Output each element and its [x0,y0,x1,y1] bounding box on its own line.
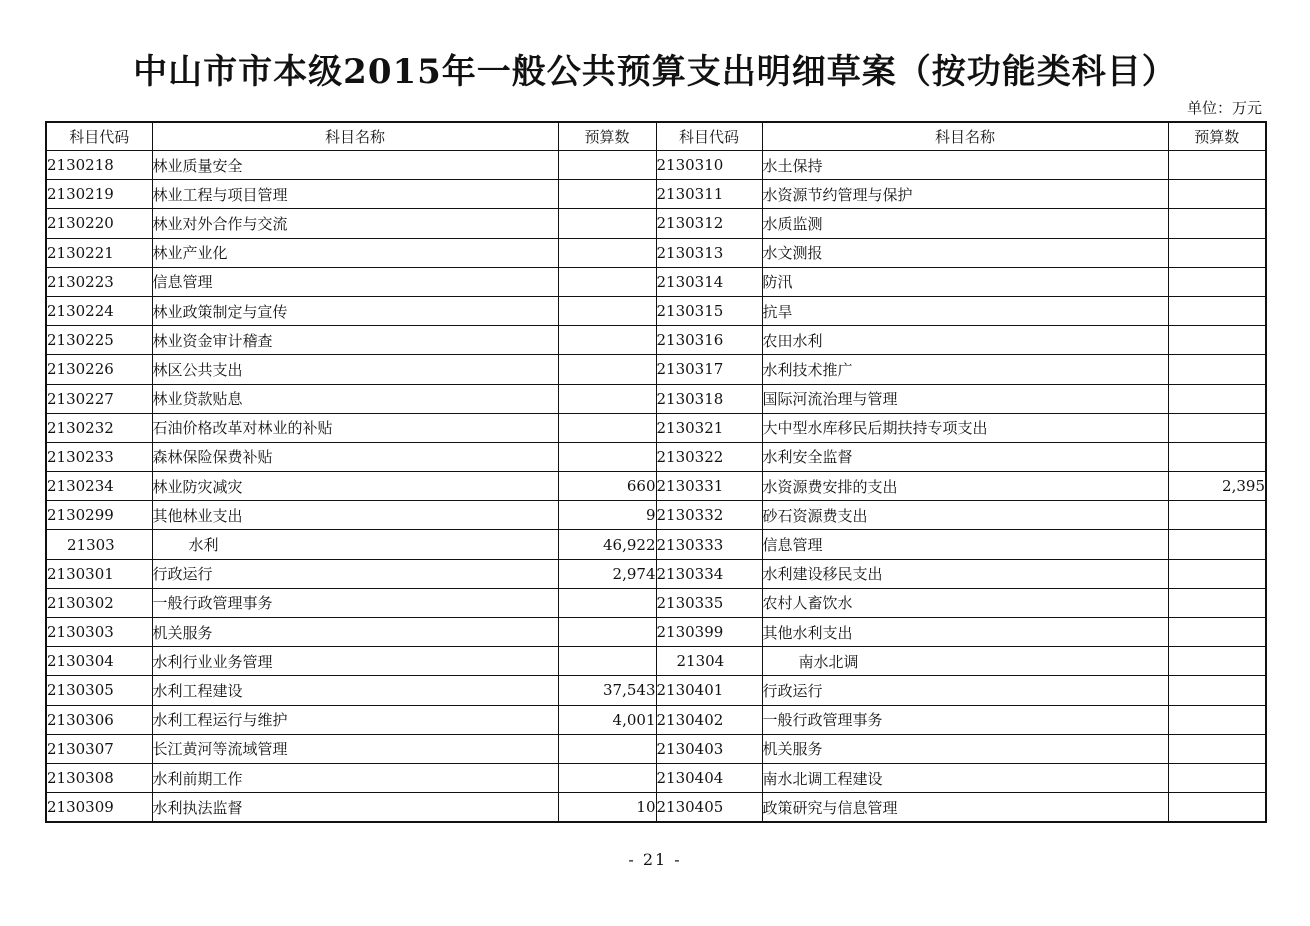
header-amount-left: 预算数 [558,122,656,151]
right-amount-cell [1168,793,1266,823]
right-code-cell: 2130333 [656,530,762,559]
right-amount-cell [1168,209,1266,238]
left-amount-cell [558,442,656,471]
left-amount-cell [558,151,656,180]
left-code-cell: 2130305 [46,676,152,705]
left-amount-cell: 2,974 [558,559,656,588]
table-row [46,501,1266,530]
right-amount-cell [1168,267,1266,296]
right-name-cell: 大中型水库移民后期扶持专项支出 [762,413,1168,442]
table-row [46,180,1266,209]
left-amount-cell [558,180,656,209]
right-name-cell: 水质监测 [762,209,1168,238]
right-code-cell: 2130335 [656,588,762,617]
left-amount-cell: 660 [558,472,656,501]
table-row [46,763,1266,792]
right-name-cell: 国际河流治理与管理 [762,384,1168,413]
left-name-cell: 水利执法监督 [152,793,558,823]
right-name-cell: 水利建设移民支出 [762,559,1168,588]
right-name-cell: 抗旱 [762,296,1168,325]
header-code-right: 科目代码 [656,122,762,151]
right-amount-cell [1168,647,1266,676]
left-name-cell: 林业资金审计稽查 [152,326,558,355]
left-name-cell: 石油价格改革对林业的补贴 [152,413,558,442]
left-code-cell: 2130308 [46,763,152,792]
right-code-cell: 2130332 [656,501,762,530]
right-code-cell: 2130334 [656,559,762,588]
left-name-cell: 其他林业支出 [152,501,558,530]
left-name-cell: 林业对外合作与交流 [152,209,558,238]
left-amount-cell [558,355,656,384]
table-row [46,618,1266,647]
table-row [46,734,1266,763]
right-code-cell: 21304 [656,647,762,676]
right-amount-cell [1168,355,1266,384]
left-code-cell: 2130224 [46,296,152,325]
left-name-cell: 信息管理 [152,267,558,296]
left-code-cell: 21303 [46,530,152,559]
left-name-cell: 林区公共支出 [152,355,558,384]
table-header-row [46,122,1266,151]
left-code-cell: 2130226 [46,355,152,384]
left-amount-cell: 9 [558,501,656,530]
right-name-cell: 砂石资源费支出 [762,501,1168,530]
right-amount-cell [1168,588,1266,617]
left-amount-cell [558,413,656,442]
left-amount-cell [558,296,656,325]
table-row [46,676,1266,705]
table-row [46,588,1266,617]
table-row [46,267,1266,296]
left-name-cell: 林业贷款贴息 [152,384,558,413]
left-code-cell: 2130227 [46,384,152,413]
left-name-cell: 林业防灾减灾 [152,472,558,501]
right-amount-cell [1168,296,1266,325]
right-amount-cell [1168,734,1266,763]
left-amount-cell: 46,922 [558,530,656,559]
left-amount-cell [558,734,656,763]
table-row [46,151,1266,180]
right-amount-cell [1168,180,1266,209]
table-row [46,296,1266,325]
right-code-cell: 2130312 [656,209,762,238]
right-name-cell: 防汛 [762,267,1168,296]
left-code-cell: 2130307 [46,734,152,763]
right-amount-cell [1168,442,1266,471]
table-row [46,793,1266,823]
right-name-cell: 其他水利支出 [762,618,1168,647]
left-code-cell: 2130303 [46,618,152,647]
page-title: 中山市市本级2015年一般公共预算支出明细草案（按功能类科目） [133,52,1177,92]
left-amount-cell [558,588,656,617]
left-amount-cell [558,647,656,676]
right-amount-cell [1168,326,1266,355]
table-row [46,442,1266,471]
right-code-cell: 2130318 [656,384,762,413]
left-code-cell: 2130306 [46,705,152,734]
table-row [46,472,1266,501]
left-code-cell: 2130220 [46,209,152,238]
right-name-cell: 信息管理 [762,530,1168,559]
left-amount-cell [558,326,656,355]
right-amount-cell [1168,238,1266,267]
left-code-cell: 2130309 [46,793,152,823]
left-amount-cell [558,267,656,296]
header-name-left: 科目名称 [152,122,558,151]
left-name-cell: 森林保险保费补贴 [152,442,558,471]
left-code-cell: 2130232 [46,413,152,442]
left-code-cell: 2130218 [46,151,152,180]
right-amount-cell [1168,151,1266,180]
right-amount-cell [1168,763,1266,792]
left-name-cell: 机关服务 [152,618,558,647]
left-name-cell: 林业工程与项目管理 [152,180,558,209]
right-amount-cell [1168,384,1266,413]
left-amount-cell [558,618,656,647]
right-name-cell: 水资源节约管理与保护 [762,180,1168,209]
table-body [46,151,1266,823]
header-amount-right: 预算数 [1168,122,1266,151]
budget-table [45,121,1267,823]
right-name-cell: 水利安全监督 [762,442,1168,471]
right-code-cell: 2130317 [656,355,762,384]
right-name-cell: 农村人畜饮水 [762,588,1168,617]
right-code-cell: 2130402 [656,705,762,734]
table-row [46,326,1266,355]
right-code-cell: 2130399 [656,618,762,647]
right-code-cell: 2130331 [656,472,762,501]
right-name-cell: 水资源费安排的支出 [762,472,1168,501]
header-name-right: 科目名称 [762,122,1168,151]
left-name-cell: 水利工程运行与维护 [152,705,558,734]
right-code-cell: 2130405 [656,793,762,823]
right-code-cell: 2130401 [656,676,762,705]
table-row [46,530,1266,559]
right-name-cell: 水文测报 [762,238,1168,267]
left-code-cell: 2130304 [46,647,152,676]
table-row [46,413,1266,442]
right-amount-cell [1168,705,1266,734]
right-name-cell: 南水北调 [762,647,1168,676]
left-amount-cell [558,384,656,413]
right-code-cell: 2130313 [656,238,762,267]
left-name-cell: 水利前期工作 [152,763,558,792]
right-code-cell: 2130322 [656,442,762,471]
right-amount-cell [1168,413,1266,442]
right-code-cell: 2130314 [656,267,762,296]
table-row [46,384,1266,413]
left-name-cell: 林业政策制定与宣传 [152,296,558,325]
right-code-cell: 2130316 [656,326,762,355]
unit-label: 单位：万元 [1186,99,1262,117]
left-name-cell: 一般行政管理事务 [152,588,558,617]
left-amount-cell: 4,001 [558,705,656,734]
table-row [46,705,1266,734]
left-amount-cell [558,763,656,792]
left-name-cell: 林业质量安全 [152,151,558,180]
right-amount-cell [1168,559,1266,588]
left-amount-cell: 10 [558,793,656,823]
right-code-cell: 2130404 [656,763,762,792]
left-name-cell: 水利工程建设 [152,676,558,705]
right-name-cell: 农田水利 [762,326,1168,355]
right-code-cell: 2130315 [656,296,762,325]
right-name-cell: 水利技术推广 [762,355,1168,384]
left-code-cell: 2130233 [46,442,152,471]
table-row [46,647,1266,676]
right-code-cell: 2130403 [656,734,762,763]
right-amount-cell [1168,618,1266,647]
right-name-cell: 政策研究与信息管理 [762,793,1168,823]
left-name-cell: 水利 [152,530,558,559]
left-code-cell: 2130223 [46,267,152,296]
left-name-cell: 行政运行 [152,559,558,588]
right-name-cell: 机关服务 [762,734,1168,763]
table-row [46,209,1266,238]
left-code-cell: 2130225 [46,326,152,355]
right-amount-cell [1168,501,1266,530]
page-number: - 21 - [628,850,682,869]
table-row [46,355,1266,384]
left-code-cell: 2130302 [46,588,152,617]
right-code-cell: 2130311 [656,180,762,209]
left-code-cell: 2130301 [46,559,152,588]
right-name-cell: 行政运行 [762,676,1168,705]
right-name-cell: 一般行政管理事务 [762,705,1168,734]
left-name-cell: 林业产业化 [152,238,558,267]
right-code-cell: 2130310 [656,151,762,180]
left-name-cell: 长江黄河等流域管理 [152,734,558,763]
right-amount-cell: 2,395 [1168,472,1266,501]
right-name-cell: 水土保持 [762,151,1168,180]
left-amount-cell: 37,543 [558,676,656,705]
table-row [46,559,1266,588]
left-code-cell: 2130299 [46,501,152,530]
left-amount-cell [558,209,656,238]
right-amount-cell [1168,676,1266,705]
table-row [46,238,1266,267]
left-code-cell: 2130221 [46,238,152,267]
header-code-left: 科目代码 [46,122,152,151]
left-amount-cell [558,238,656,267]
right-code-cell: 2130321 [656,413,762,442]
left-name-cell: 水利行业业务管理 [152,647,558,676]
left-code-cell: 2130219 [46,180,152,209]
right-amount-cell [1168,530,1266,559]
right-name-cell: 南水北调工程建设 [762,763,1168,792]
left-code-cell: 2130234 [46,472,152,501]
